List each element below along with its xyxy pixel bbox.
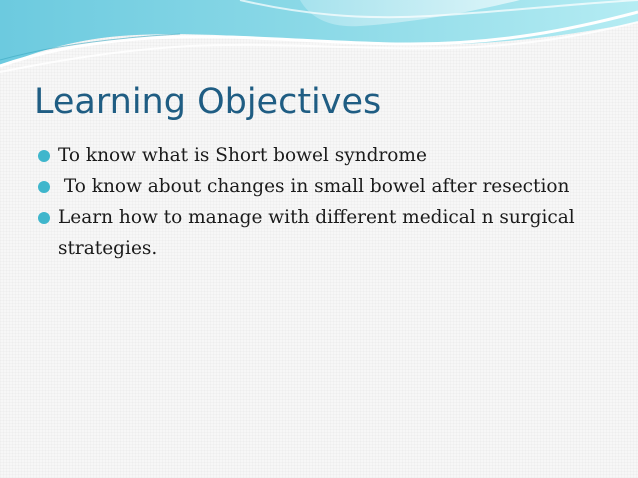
slide-title: Learning Objectives [34,82,382,122]
bullet-dot-icon [38,212,50,224]
bullet-dot-icon [38,150,50,162]
bullet-text: To know what is Short bowel syndrome [58,145,427,166]
bullet-list [38,140,608,264]
bullet-item [38,140,608,171]
bullet-text: To know about changes in small bowel after resection [58,176,570,197]
bullet-text: Learn how to manage with different medical n surgical strategies. [58,207,575,259]
bullet-item [38,171,608,202]
bullet-dot-icon [38,181,50,193]
bullet-item [38,202,608,264]
header-wave-decoration [0,0,638,80]
